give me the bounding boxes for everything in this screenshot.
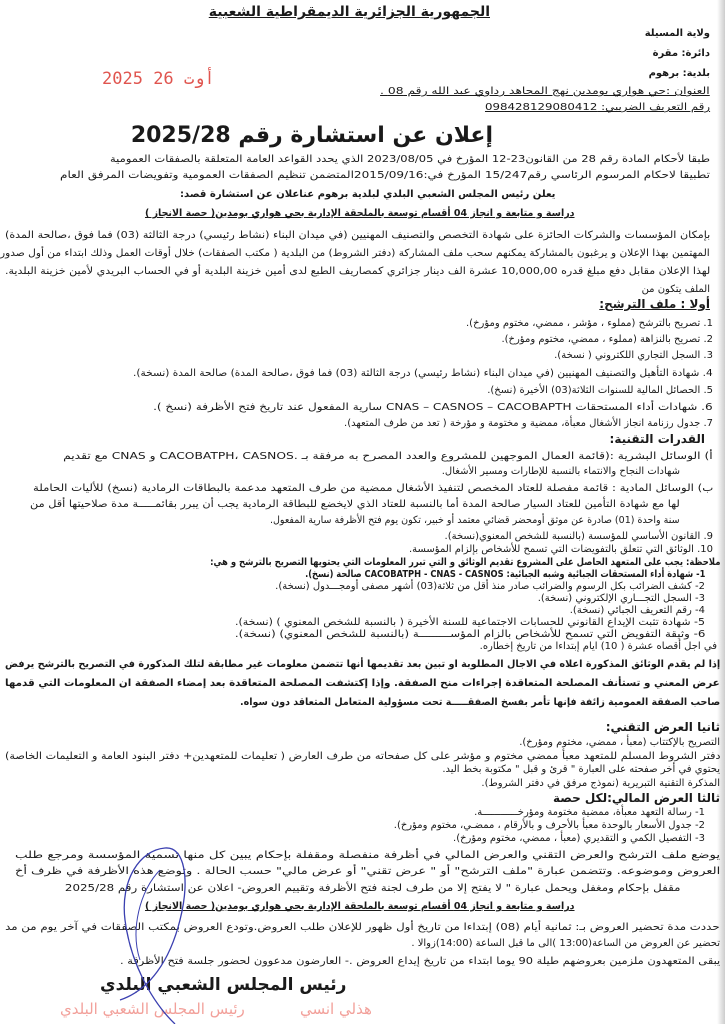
technical-title: ثانيا العرض التقني: xyxy=(605,720,720,734)
closing-line: مقفل بإحكام ومغفل ويحمل عبارة " لا يفتح إلا من طرف لجنة فتح الأظرفة وتقييم العروض- اعلان عن استشارة رقم 2025/28 xyxy=(64,883,681,894)
date-stamp: 2025 أوت 26 xyxy=(102,69,215,89)
capacities-line: سنة واحدة (01) صادرة عن موثق أومحضر قضائي معتمد أو خبير، تكون يوم فتح الأظرفة سارية المفعول. xyxy=(270,515,680,526)
wilaya: ولاية المسيلة xyxy=(644,28,710,39)
financial-title: ثالثا العرض المالي:لكل حصة xyxy=(552,791,720,805)
note-item: 2- كشف الضرائب بكل الرسوم والضرائب صادر منذ أقل من ثلاثة(03) أشهر مصفى أومجـــدول (نسخة). xyxy=(275,581,705,592)
tax-id: رقم التعريف الضريبي: 098428129080412 xyxy=(484,102,710,113)
capacities-line: شهادات النجاح والانتماء بالنسبة للإطارات ومسير الأشغال. xyxy=(441,466,680,477)
commune: بلدية: برهوم xyxy=(648,68,710,79)
technical-item: التصريح بالإكتتاب (معبأ ، ممضي، مختوم ومؤرخ). xyxy=(519,737,720,748)
candidacy-item: 6. شهادات أداء المستحقات CNAS – CASNOS – CACOBAPTH سارية المفعول عند تاريخ فتح الأظرفة (نسخ ). xyxy=(153,402,713,413)
financial-item: 3- التفصيل الكمي و التقديري (معبأ ، ممضي، مختوم ومؤرخ). xyxy=(453,833,705,844)
note-item: 1- شهادة أداء المستحقات الجبائية وشبه الجبائية: CACOBATPH - CNAS - CASNOS صالحة (نسخ). xyxy=(304,569,705,580)
technical-item: دفتر الشروط المسلم للمتعهد معبأ ممضي مختوم و مؤشر على كل صفحاته من طرف العارض ( تعليمات للمتعهدين+ دفتر البنود العامة و التعليمات الخاصة) xyxy=(4,751,720,762)
daira: دائرة: مقرة xyxy=(652,48,710,59)
project-title-repeat: دراسة و متابعة و انجاز 04 أقسام توسعة بالملحقة الإدارية بحي هواري بومدين( حصة الانجاز ) xyxy=(145,901,575,912)
closing-line: حددت مدة تحضير العروض بـ: ثمانية أيام (08) إبتداءا من تاريخ أول ظهور للإعلان طلب العروض.وتودع العروض بمكتب الصفقات في آخر يوم من مد xyxy=(5,922,720,933)
capacities-title: القدرات التقنية: xyxy=(609,432,705,446)
capacities-line: أ) الوسائل البشرية :(قائمة العمال الموجهين للمشروع والعدد المصرح به مرفقة بـ .CACOBATPH، CASNOS و CNAS مع تقديم xyxy=(63,451,713,462)
candidacy-item: 3. السجل التجاري اللكتروني ( نسخة). xyxy=(554,350,713,361)
stamp-name: هذلي انسي xyxy=(300,1000,372,1018)
intro-line: لهذا الإعلان مقابل دفع مبلغ قدره 10,000,00 عشرة الف دينار جزائري كمصاريف الطبع لدى أمين خزينة البلدية أو في الحساب البريدي لأمين خزينة البلدية. xyxy=(4,266,710,277)
note-item: 4- رقم التعريف الجبائي (نسخة). xyxy=(569,605,705,616)
intro-line: بإمكان المؤسسات والشركات الحائزة على شهادة التخصص والتصنيف المهنيين (في ميدان البناء (نشاط رئيسي) درجة الثالثة (03) فما فوق ،صالحة المدة) xyxy=(4,230,711,241)
intro-line: تطبيقا لاحكام المرسوم الرئاسي رقم15/247 المؤرخ في:2015/09/16المتضمن تنظيم الصفقات العمومية وتفويضات المرفق العام xyxy=(60,170,710,181)
signature-title: رئيس المجلس الشعبي البلدي xyxy=(100,975,347,995)
candidacy-item: 1. تصريح بالترشح (مملوء ، مؤشر ، ممضي، مختوم ومؤرخ). xyxy=(466,318,713,329)
note-warning: عرض المعني و تستأنف المصلحة المتعاقدة إجراءات منح الصفقة. وإذا إكتشفت المصلحة المتعاقدة بعد إمضاء الصفقة ان المعلومات التي قدمها xyxy=(5,678,720,689)
intro-line: المهتمين بهذا الإعلان و يرغبون بالمشاركة يمكنهم سحب ملف المشاركة (دفتر الشروط) من البلدية ( مكتب الصفقات) خلال أوقات العمل وذلك ابتداء من أول صدور xyxy=(0,248,710,259)
closing-line: يوضع ملف الترشح والعرض التقني والعرض المالي في أظرفة منفصلة ومقفلة بإحكام يبين كل منها تسمية المؤسسة ومرجع طلب xyxy=(14,850,720,861)
page-title: إعلان عن استشارة رقم 2025/28 xyxy=(130,123,493,148)
note-item: 3- السجل التجـــاري الإلكتروني (نسخة). xyxy=(537,593,705,604)
intro-line: طبقا لأحكام المادة رقم 28 من القانون23-12 المؤرخ في 2023/08/05 الذي يحدد القواعد العامة المتعلقة بالصفقات العمومية xyxy=(110,154,710,165)
candidacy-item: 7. جدول رزنامة انجاز الأشغال معبأة، ممضية و مختومة و مؤرخة ( تعد من طرف المتعهد). xyxy=(344,418,713,429)
note-item: 6- وثيقة التفويض التي تسمح للأشخاص بالزام المؤســـــــــة (بالنسبة للشخص المعنوي) (نسخة). xyxy=(234,629,705,640)
capacities-line: 9. القانون الأساسي للمؤسسة (بالنسبة للشخص المعنوي(نسخة). xyxy=(444,531,713,542)
note-warning: إذا لم يقدم الوثائق المذكورة اعلاه في الاجال المطلوبة او تبين بعد تقديمها أنها تتضمن معلومات غير مطابقة لتلك المذكورة في التصريح بالترشح يرفض xyxy=(4,659,720,670)
note-item: 5- شهادة تثبت الإيداع القانوني للحسابات الاجتماعية للسنة الأخيرة ( بالنسبة للشخص المعنوي ) (نسخة). xyxy=(234,617,705,628)
note-warning: صاحب الصفقة العمومية زائفة فإنها تأمر بفسخ الصفقـــــة تحت مسؤولية المتعامل المتعاقد دون سواه. xyxy=(239,697,720,708)
financial-item: 2- جدول الأسعار بالوحدة معبأ بالأحرف و بالأرقام ، ممضـي، مختوم ومؤرخ). xyxy=(393,820,705,831)
capacities-line: لها مع شهادة التأمين للعتاد السيار صالحة المدة أما بالنسبة للعتاد الذي لايخضع للبطاقة الرمادية يجب أن يبرر بقائمـــــة مدة صلاحيتها أقل من xyxy=(30,499,680,510)
address: العنوان :حي هواري بومدين نهج المجاهد رداوي عبد الله رقم 08 . xyxy=(380,86,710,97)
note-intro: ملاحظة: يجب على المتعهد الحاصل على المشروع تقديم الوثائق و التي تبرر المعلومات التي يحتويها التصريح بالترشح و هي: xyxy=(209,557,720,568)
capacities-line: ب) الوسائل المادية : قائمة مفصلة للعتاد المخصص لتنفيذ الأشغال ممضية من طرف المتعهد مدعمة بالبطاقات الرمادية (نسخ) للأليات الحاملة xyxy=(32,483,713,494)
technical-item: يحتوي في أخر صفحته على العبارة " قرئ و قبل " مكتوبة بخط اليد. xyxy=(442,764,720,775)
stamp-title: رئيس المجلس الشعبي البلدي xyxy=(60,1000,245,1018)
candidacy-item: 4. شهادة التأهيل والتصنيف المهنيين (في ميدان البناء (نشاط رئيسي) درجة الثالثة (03) فما فوق ،صالحة المدة) صالحة المدة (نسخة). xyxy=(133,368,713,379)
country-header: الجمهورية الجزائرية الديمقراطية الشعبية xyxy=(208,4,490,20)
announcement-line: يعلن رئيس المجلس الشعبي البلدي لبلدية برهوم عناعلان عن استشارة قصد: xyxy=(179,189,555,200)
financial-item: 1- رسالة التعهد معبأة، ممضية مختومة ومؤرخــــــــــــة. xyxy=(474,807,705,818)
capacities-line: 10. الوثائق التي تتعلق بالتفويضات التي تسمح للأشخاص بإلزام المؤسسة. xyxy=(408,544,713,555)
closing-line: تحضير عن العروض من الساعة(13:00 )الى ما قبل الساعة (14:00)زوالا . xyxy=(411,938,720,949)
intro-line: الملف يتكون من xyxy=(641,284,710,295)
candidacy-item: 2. تصريح بالنزاهة (مملوء ، ممضي، مختوم ومؤرخ). xyxy=(501,334,713,345)
closing-line: يبقى المتعهدون ملزمين بعروضهم طيلة 90 يوما ابتداء من تاريخ إيداع العروض .- العارضون مدعوون لحضور جلسة فتح الأظرفة . xyxy=(119,956,720,967)
technical-item: المذكرة التقنية التبريرية (نموذج مرفق في دفتر الشروط). xyxy=(481,778,720,789)
note-deadline: في اجل أقصاه عشرة ( 10) ايام إبتداءا من تاريخ إخطاره. xyxy=(479,641,717,652)
closing-line: العروض وموضوعه. وتتضمن عبارة "ملف الترشح" أو " عرض تقني" أو عرض مالي" حسب الحالة . وتوضع هذه الأظرفة في ظرف أخ xyxy=(14,866,720,877)
project-title: دراسة و متابعة و انجاز 04 أقسام توسعة بالملحقة الإدارية بحي هواري بومدين( حصة الانجاز ) xyxy=(145,208,575,219)
candidacy-title: أولا : ملف الترشح: xyxy=(599,297,710,311)
candidacy-item: 5. الحصائل المالية للسنوات الثلاثة(03) الأخيرة (نسخ). xyxy=(487,385,713,396)
